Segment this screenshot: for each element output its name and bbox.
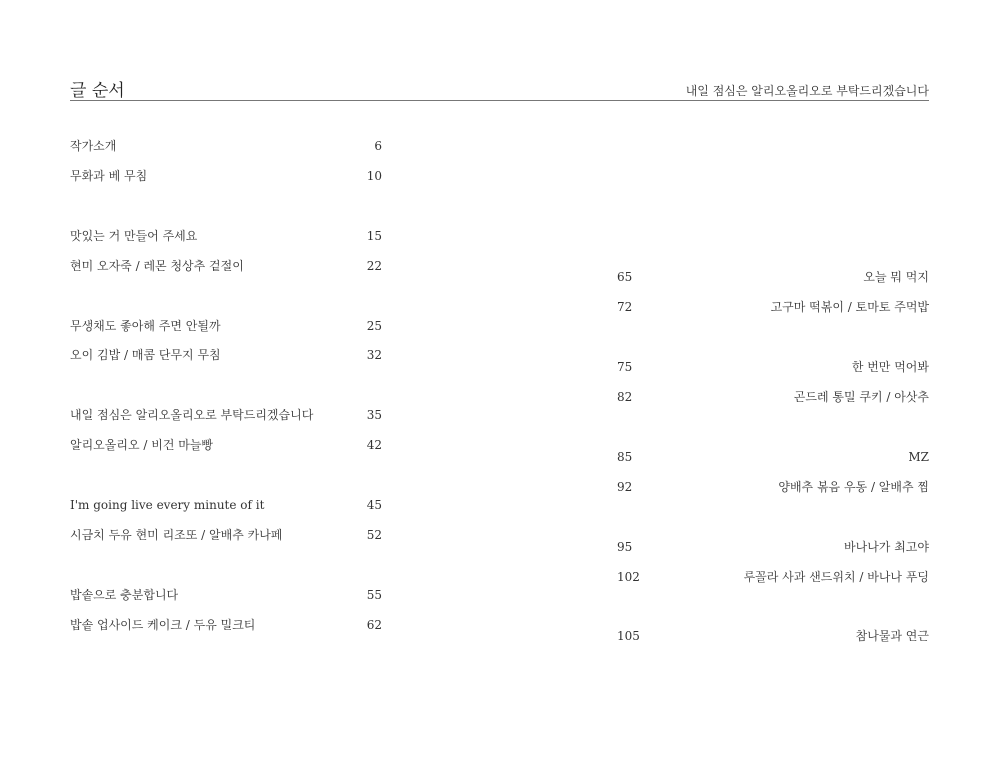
toc-entry-page: 45 (366, 498, 382, 512)
toc-entry-page: 10 (366, 169, 382, 183)
toc-entry-page: 72 (617, 300, 633, 314)
toc-entry-page: 22 (366, 259, 382, 273)
toc-entry-page: 85 (617, 450, 633, 464)
toc-entry-title: 내일 점심은 알리오올리오로 부탁드리겠습니다 (70, 408, 314, 422)
toc-entry-page: 92 (617, 480, 633, 494)
toc-entry-title: 알리오올리오 / 비건 마늘빵 (70, 438, 213, 452)
toc-entry-page: 105 (617, 629, 640, 643)
toc-entry-page: 25 (366, 319, 382, 333)
toc-entry-title: 밥솥 업사이드 케이크 / 두유 밀크티 (70, 618, 256, 632)
toc-entry-title: 시금치 두유 현미 리조또 / 알배추 카나페 (70, 528, 283, 542)
toc-entry-title: 무화과 베 무침 (70, 169, 148, 183)
toc-entry-page: 42 (366, 438, 382, 452)
toc-entry-title: 루꼴라 사과 샌드위치 / 바나나 푸딩 (743, 570, 929, 584)
toc-entry-title: MZ (908, 450, 929, 464)
toc-entry-title: 밥솥으로 충분합니다 (70, 588, 179, 602)
page-title: 글 순서 (70, 81, 125, 101)
page-header (70, 76, 929, 100)
toc-entry-title: 곤드레 통밀 쿠키 / 아삿추 (793, 390, 929, 404)
toc-entry-title: 맛있는 거 만들어 주세요 (70, 229, 198, 243)
toc-entry-page: 82 (617, 390, 633, 404)
toc-entry-page: 102 (617, 570, 640, 584)
toc-entry-page: 95 (617, 540, 633, 554)
toc-entry-title: 작가소개 (70, 139, 117, 153)
toc-entry-title: 오늘 뭐 먹지 (863, 270, 929, 284)
toc-entry-page: 52 (366, 528, 382, 542)
toc-entry-title: 바나나가 최고야 (844, 540, 929, 554)
toc-entry-title: 오이 김밥 / 매콤 단무지 무침 (70, 348, 221, 362)
toc-entry-page: 32 (366, 348, 382, 362)
toc-entry-page: 55 (366, 588, 382, 602)
toc-entry-page: 65 (617, 270, 633, 284)
toc-entry-page: 15 (366, 229, 382, 243)
toc-entry-page: 62 (366, 618, 382, 632)
toc-entry-page: 35 (366, 408, 382, 422)
toc-entry-title: 양배추 볶음 우동 / 알배추 찜 (778, 480, 929, 494)
toc-entry-title: 참나물과 연근 (855, 629, 929, 643)
running-header: 내일 점심은 알리오올리오로 부탁드리겠습니다 (685, 84, 929, 98)
toc-entry-page: 6 (374, 139, 382, 153)
toc-entry-title: I'm going live every minute of it (70, 498, 265, 512)
toc-entry-title: 무생채도 좋아해 주면 안될까 (70, 319, 221, 333)
toc-entry-title: 현미 오자죽 / 레몬 청상추 겉절이 (70, 259, 244, 273)
toc-entry-title: 한 번만 먹어봐 (851, 360, 929, 374)
header-divider (70, 100, 929, 101)
toc-entry-title: 고구마 떡볶이 / 토마토 주먹밥 (770, 300, 929, 314)
toc-entry-page: 75 (617, 360, 633, 374)
